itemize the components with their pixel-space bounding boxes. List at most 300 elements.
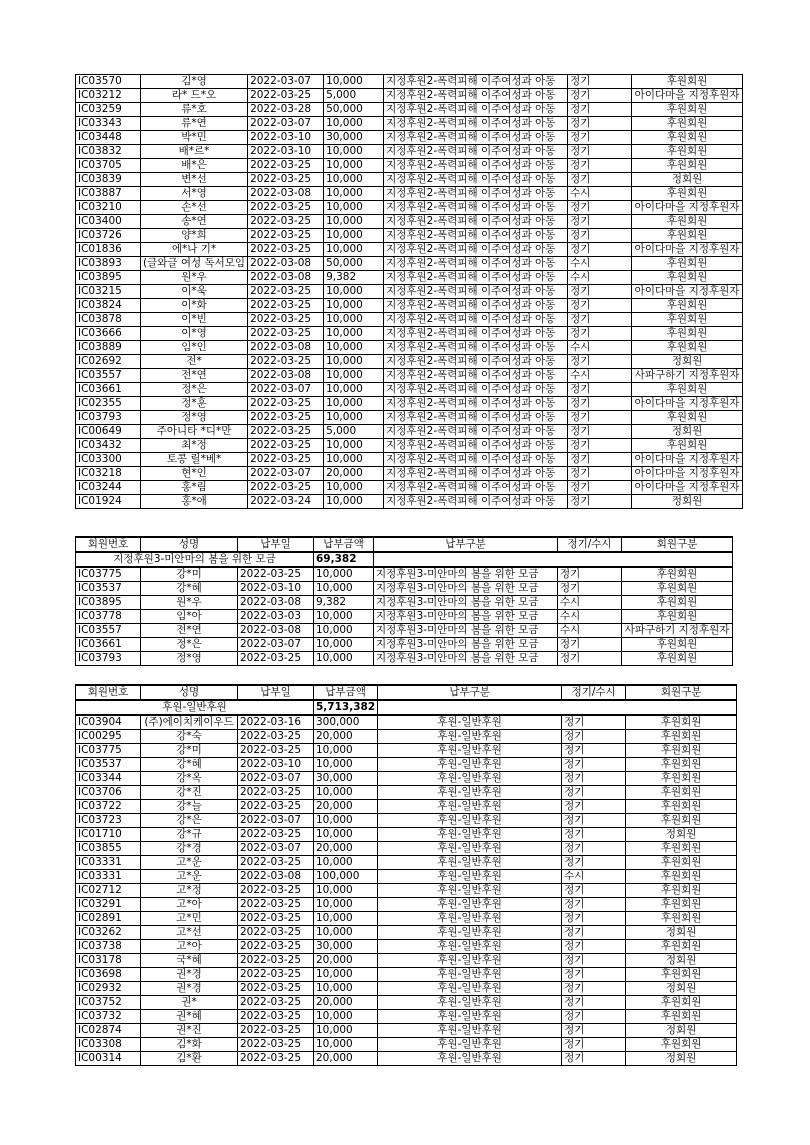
member-type-cell: 후원회원 xyxy=(626,884,737,898)
amount-cell: 300,000 xyxy=(314,715,378,730)
member-id-cell: IC01924 xyxy=(76,495,141,509)
name-cell: 류*연 xyxy=(141,117,248,131)
table-row xyxy=(76,715,737,730)
member-type-cell: 후원회원 xyxy=(626,856,737,870)
payment-type-cell: 지정후원2-폭력피해 이주여성과 아동 xyxy=(384,425,568,439)
frequency-cell: 정기 xyxy=(568,439,632,453)
member-id-cell: IC03839 xyxy=(76,173,141,187)
subtotal-label: 후원-일반후원 xyxy=(76,700,314,715)
table-row xyxy=(76,652,733,666)
member-id-cell: IC00314 xyxy=(76,1052,141,1066)
member-id-cell: IC03331 xyxy=(76,870,141,884)
table-row xyxy=(76,624,733,638)
payment-type-cell: 후원-일반후원 xyxy=(378,996,562,1010)
amount-cell: 10,000 xyxy=(314,884,378,898)
payment-type-cell: 지정후원3-미안마의 봄을 위한 모금 xyxy=(374,582,558,596)
column-header: 납부금액 xyxy=(314,685,378,700)
name-cell: 배*르* xyxy=(141,145,248,159)
amount-cell: 30,000 xyxy=(324,131,384,145)
amount-cell: 10,000 xyxy=(314,898,378,912)
table-row xyxy=(76,996,737,1010)
amount-cell: 10,000 xyxy=(314,652,374,666)
name-cell: 권*진 xyxy=(141,1024,238,1038)
table-row xyxy=(76,842,737,856)
payment-date-cell: 2022-03-10 xyxy=(248,131,324,145)
member-type-cell: 후원회원 xyxy=(626,758,737,772)
payment-date-cell: 2022-03-10 xyxy=(248,145,324,159)
name-cell: 이*영 xyxy=(141,327,248,341)
payment-date-cell: 2022-03-10 xyxy=(238,758,314,772)
member-id-cell: IC02932 xyxy=(76,982,141,996)
table-row xyxy=(76,898,737,912)
amount-cell: 10,000 xyxy=(324,327,384,341)
payment-type-cell: 후원-일반후원 xyxy=(378,744,562,758)
member-id-cell: IC03666 xyxy=(76,327,141,341)
frequency-cell: 정기 xyxy=(568,229,632,243)
member-id-cell: IC03570 xyxy=(76,75,141,89)
member-id-cell: IC03778 xyxy=(76,610,141,624)
frequency-cell: 수시 xyxy=(558,610,622,624)
name-cell: 강*규 xyxy=(141,828,238,842)
name-cell: 강*혜 xyxy=(141,582,238,596)
payment-type-cell: 후원-일반후원 xyxy=(378,1038,562,1052)
payment-type-cell: 지정후원2-폭력피해 이주여성과 아동 xyxy=(384,299,568,313)
name-cell: 현*인 xyxy=(141,467,248,481)
payment-type-cell: 지정후원2-폭력피해 이주여성과 아동 xyxy=(384,243,568,257)
amount-cell: 10,000 xyxy=(324,313,384,327)
frequency-cell: 정기 xyxy=(568,425,632,439)
member-type-cell: 정회원 xyxy=(626,982,737,996)
name-cell: 고*아 xyxy=(141,940,238,954)
payment-date-cell: 2022-03-25 xyxy=(248,411,324,425)
payment-date-cell: 2022-03-28 xyxy=(248,103,324,117)
frequency-cell: 정기 xyxy=(562,828,626,842)
member-type-cell: 후원회원 xyxy=(632,341,743,355)
table-row xyxy=(76,758,737,772)
payment-type-cell: 지정후원2-폭력피해 이주여성과 아동 xyxy=(384,145,568,159)
table-row xyxy=(76,285,743,299)
column-header: 납부구분 xyxy=(378,685,562,700)
payment-type-cell: 지정후원2-폭력피해 이주여성과 아동 xyxy=(384,313,568,327)
table-row xyxy=(76,103,743,117)
payment-date-cell: 2022-03-07 xyxy=(238,638,314,652)
member-type-cell: 후원회원 xyxy=(626,800,737,814)
table-row xyxy=(76,467,743,481)
frequency-cell: 정기 xyxy=(562,954,626,968)
amount-cell: 30,000 xyxy=(314,772,378,786)
name-cell: 이*욱 xyxy=(141,285,248,299)
amount-cell: 20,000 xyxy=(324,467,384,481)
table-row xyxy=(76,117,743,131)
payment-date-cell: 2022-03-25 xyxy=(238,800,314,814)
member-id-cell: IC02874 xyxy=(76,1024,141,1038)
member-type-cell: 후원회원 xyxy=(626,898,737,912)
frequency-cell: 정기 xyxy=(562,744,626,758)
frequency-cell: 정기 xyxy=(562,814,626,828)
amount-cell: 10,000 xyxy=(314,1038,378,1052)
member-type-cell: 아이다마을 지정후원자 xyxy=(632,243,743,257)
member-type-cell: 후원회원 xyxy=(632,411,743,425)
frequency-cell: 정기 xyxy=(568,355,632,369)
name-cell: 서*영 xyxy=(141,187,248,201)
table-row xyxy=(76,800,737,814)
payment-type-cell: 후원-일반후원 xyxy=(378,954,562,968)
member-type-cell: 후원회원 xyxy=(626,912,737,926)
amount-cell: 10,000 xyxy=(314,968,378,982)
member-id-cell: IC02712 xyxy=(76,884,141,898)
name-cell: 권* xyxy=(141,996,238,1010)
table-row xyxy=(76,243,743,257)
member-id-cell: IC03432 xyxy=(76,439,141,453)
member-type-cell: 후원회원 xyxy=(632,299,743,313)
name-cell: 라* 드*오 xyxy=(141,89,248,103)
member-type-cell: 후원회원 xyxy=(626,772,737,786)
member-type-cell: 후원회원 xyxy=(626,1038,737,1052)
payment-type-cell: 후원-일반후원 xyxy=(378,842,562,856)
payment-date-cell: 2022-03-25 xyxy=(238,730,314,744)
member-type-cell: 후원회원 xyxy=(632,313,743,327)
payment-type-cell: 지정후원3-미안마의 봄을 위한 모금 xyxy=(374,624,558,638)
payment-date-cell: 2022-03-07 xyxy=(248,75,324,89)
member-type-cell: 후원회원 xyxy=(632,229,743,243)
member-type-cell: 후원회원 xyxy=(626,786,737,800)
amount-cell: 10,000 xyxy=(314,786,378,800)
name-cell: 정*은 xyxy=(141,383,248,397)
frequency-cell: 정기 xyxy=(568,103,632,117)
payment-date-cell: 2022-03-25 xyxy=(248,425,324,439)
member-type-cell: 후원회원 xyxy=(626,814,737,828)
name-cell: 고*아 xyxy=(141,898,238,912)
name-cell: 강*진 xyxy=(141,786,238,800)
member-id-cell: IC03824 xyxy=(76,299,141,313)
frequency-cell: 정기 xyxy=(568,397,632,411)
amount-cell: 10,000 xyxy=(324,159,384,173)
frequency-cell: 정기 xyxy=(562,912,626,926)
amount-cell: 10,000 xyxy=(324,75,384,89)
payment-type-cell: 지정후원3-미안마의 봄을 위한 모금 xyxy=(374,638,558,652)
name-cell: 강*미 xyxy=(141,744,238,758)
table-row xyxy=(76,495,743,509)
table-row xyxy=(76,215,743,229)
payment-date-cell: 2022-03-07 xyxy=(248,467,324,481)
name-cell: 원*우 xyxy=(141,271,248,285)
payment-type-cell: 후원-일반후원 xyxy=(378,828,562,842)
frequency-cell: 정기 xyxy=(568,467,632,481)
table-row xyxy=(76,131,743,145)
frequency-cell: 정기 xyxy=(562,842,626,856)
member-type-cell: 후원회원 xyxy=(632,271,743,285)
subtotal-amount: 69,382 xyxy=(314,552,374,567)
payment-type-cell: 지정후원2-폭력피해 이주여성과 아동 xyxy=(384,453,568,467)
payment-date-cell: 2022-03-25 xyxy=(248,313,324,327)
table-row xyxy=(76,299,743,313)
amount-cell: 10,000 xyxy=(314,610,374,624)
subtotal-amount: 5,713,382 xyxy=(314,700,378,715)
frequency-cell: 정기 xyxy=(562,1038,626,1052)
member-id-cell: IC02692 xyxy=(76,355,141,369)
name-cell: 고*운 xyxy=(141,870,238,884)
table-row xyxy=(76,814,737,828)
name-cell: 정*영 xyxy=(141,411,248,425)
payment-date-cell: 2022-03-25 xyxy=(248,327,324,341)
amount-cell: 10,000 xyxy=(324,439,384,453)
frequency-cell: 정기 xyxy=(558,652,622,666)
amount-cell: 10,000 xyxy=(314,982,378,996)
table-row xyxy=(76,481,743,495)
frequency-cell: 정기 xyxy=(568,215,632,229)
payment-type-cell: 지정후원3-미안마의 봄을 위한 모금 xyxy=(374,596,558,610)
table-row xyxy=(76,1038,737,1052)
donation-table-section-2 xyxy=(75,536,733,666)
table-row xyxy=(76,159,743,173)
member-type-cell: 사파구하기 지정후원자 xyxy=(632,369,743,383)
payment-type-cell: 후원-일반후원 xyxy=(378,1024,562,1038)
table-row xyxy=(76,870,737,884)
amount-cell: 100,000 xyxy=(314,870,378,884)
member-id-cell: IC03705 xyxy=(76,159,141,173)
table-row xyxy=(76,884,737,898)
frequency-cell: 정기 xyxy=(562,715,626,730)
table-row xyxy=(76,187,743,201)
payment-type-cell: 지정후원2-폭력피해 이주여성과 아동 xyxy=(384,495,568,509)
payment-date-cell: 2022-03-25 xyxy=(238,652,314,666)
name-cell: 정*훈 xyxy=(141,397,248,411)
name-cell: 배*은 xyxy=(141,159,248,173)
subtotal-label: 지정후원3-미안마의 봄을 위한 모금 xyxy=(76,552,314,567)
payment-date-cell: 2022-03-25 xyxy=(248,173,324,187)
member-type-cell: 정회원 xyxy=(626,954,737,968)
frequency-cell: 정기 xyxy=(558,582,622,596)
member-type-cell: 후원회원 xyxy=(626,870,737,884)
amount-cell: 10,000 xyxy=(324,355,384,369)
member-id-cell: IC03215 xyxy=(76,285,141,299)
name-cell: 강*경 xyxy=(141,842,238,856)
name-cell: 이*화 xyxy=(141,299,248,313)
payment-type-cell: 지정후원2-폭력피해 이주여성과 아동 xyxy=(384,229,568,243)
member-id-cell: IC03895 xyxy=(76,596,141,610)
frequency-cell: 정기 xyxy=(562,1010,626,1024)
member-id-cell: IC00649 xyxy=(76,425,141,439)
amount-cell: 50,000 xyxy=(324,103,384,117)
payment-type-cell: 후원-일반후원 xyxy=(378,814,562,828)
name-cell: 김*환 xyxy=(141,1052,238,1066)
table-row xyxy=(76,75,743,89)
member-type-cell: 후원회원 xyxy=(622,610,733,624)
member-type-cell: 후원회원 xyxy=(622,652,733,666)
member-id-cell: IC03661 xyxy=(76,638,141,652)
member-type-cell: 아이다마을 지정후원자 xyxy=(632,89,743,103)
payment-type-cell: 지정후원2-폭력피해 이주여성과 아동 xyxy=(384,341,568,355)
frequency-cell: 정기 xyxy=(562,786,626,800)
member-id-cell: IC03331 xyxy=(76,856,141,870)
name-cell: 양*희 xyxy=(141,229,248,243)
amount-cell: 10,000 xyxy=(314,814,378,828)
frequency-cell: 정기 xyxy=(568,453,632,467)
amount-cell: 10,000 xyxy=(314,856,378,870)
member-id-cell: IC03904 xyxy=(76,715,141,730)
table-row xyxy=(76,954,737,968)
member-type-cell: 사파구하기 지정후원자 xyxy=(622,624,733,638)
table-row xyxy=(76,1010,737,1024)
table-row xyxy=(76,1052,737,1066)
column-header: 회원구분 xyxy=(622,537,733,552)
frequency-cell: 수시 xyxy=(568,187,632,201)
subtotal-blank xyxy=(378,700,737,715)
table-row xyxy=(76,912,737,926)
payment-date-cell: 2022-03-25 xyxy=(238,1024,314,1038)
name-cell: 권*경 xyxy=(141,968,238,982)
member-type-cell: 후원회원 xyxy=(626,842,737,856)
payment-type-cell: 후원-일반후원 xyxy=(378,982,562,996)
column-header: 정기/수시 xyxy=(558,537,622,552)
column-header: 회원번호 xyxy=(76,537,141,552)
frequency-cell: 수시 xyxy=(568,369,632,383)
payment-type-cell: 지정후원2-폭력피해 이주여성과 아동 xyxy=(384,257,568,271)
member-type-cell: 정회원 xyxy=(632,425,743,439)
column-header: 납부금액 xyxy=(314,537,374,552)
payment-type-cell: 지정후원2-폭력피해 이주여성과 아동 xyxy=(384,89,568,103)
frequency-cell: 정기 xyxy=(562,730,626,744)
amount-cell: 20,000 xyxy=(314,1052,378,1066)
amount-cell: 10,000 xyxy=(314,567,374,582)
payment-type-cell: 지정후원2-폭력피해 이주여성과 아동 xyxy=(384,103,568,117)
amount-cell: 20,000 xyxy=(314,842,378,856)
amount-cell: 10,000 xyxy=(324,201,384,215)
payment-date-cell: 2022-03-08 xyxy=(248,257,324,271)
member-type-cell: 후원회원 xyxy=(622,567,733,582)
name-cell: 손*선 xyxy=(141,201,248,215)
amount-cell: 50,000 xyxy=(324,257,384,271)
frequency-cell: 정기 xyxy=(562,772,626,786)
payment-date-cell: 2022-03-25 xyxy=(248,243,324,257)
amount-cell: 9,382 xyxy=(324,271,384,285)
table-row xyxy=(76,828,737,842)
amount-cell: 10,000 xyxy=(324,145,384,159)
table-row xyxy=(76,596,733,610)
member-type-cell: 후원회원 xyxy=(632,215,743,229)
name-cell: 송*연 xyxy=(141,215,248,229)
frequency-cell: 정기 xyxy=(568,285,632,299)
payment-date-cell: 2022-03-25 xyxy=(238,940,314,954)
column-header: 회원번호 xyxy=(76,685,141,700)
amount-cell: 5,000 xyxy=(324,425,384,439)
table-row xyxy=(76,397,743,411)
payment-date-cell: 2022-03-25 xyxy=(248,397,324,411)
frequency-cell: 수시 xyxy=(568,341,632,355)
payment-type-cell: 지정후원2-폭력피해 이주여성과 아동 xyxy=(384,467,568,481)
table-row xyxy=(76,173,743,187)
name-cell: 전*연 xyxy=(141,369,248,383)
amount-cell: 10,000 xyxy=(314,744,378,758)
name-cell: 전* xyxy=(141,355,248,369)
payment-date-cell: 2022-03-25 xyxy=(248,89,324,103)
payment-type-cell: 후원-일반후원 xyxy=(378,772,562,786)
table-row xyxy=(76,610,733,624)
payment-type-cell: 지정후원2-폭력피해 이주여성과 아동 xyxy=(384,327,568,341)
member-type-cell: 후원회원 xyxy=(626,996,737,1010)
payment-date-cell: 2022-03-25 xyxy=(238,1038,314,1052)
payment-date-cell: 2022-03-25 xyxy=(238,786,314,800)
name-cell: 전*연 xyxy=(141,624,238,638)
frequency-cell: 정기 xyxy=(568,145,632,159)
name-cell: 에*나 기* xyxy=(141,243,248,257)
member-id-cell: IC03889 xyxy=(76,341,141,355)
member-id-cell: IC03738 xyxy=(76,940,141,954)
payment-type-cell: 지정후원2-폭력피해 이주여성과 아동 xyxy=(384,117,568,131)
frequency-cell: 정기 xyxy=(562,982,626,996)
member-type-cell: 정회원 xyxy=(626,1052,737,1066)
member-type-cell: 후원회원 xyxy=(622,638,733,652)
payment-date-cell: 2022-03-07 xyxy=(238,772,314,786)
member-id-cell: IC03300 xyxy=(76,453,141,467)
member-id-cell: IC00295 xyxy=(76,730,141,744)
member-type-cell: 후원회원 xyxy=(622,582,733,596)
payment-date-cell: 2022-03-25 xyxy=(248,481,324,495)
payment-type-cell: 지정후원2-폭력피해 이주여성과 아동 xyxy=(384,271,568,285)
table-row xyxy=(76,772,737,786)
table-row xyxy=(76,567,733,582)
name-cell: 홍*애 xyxy=(141,495,248,509)
amount-cell: 10,000 xyxy=(324,495,384,509)
table-row xyxy=(76,786,737,800)
name-cell: 권*경 xyxy=(141,982,238,996)
payment-date-cell: 2022-03-25 xyxy=(248,299,324,313)
member-type-cell: 후원회원 xyxy=(632,145,743,159)
name-cell: 강*은 xyxy=(141,814,238,828)
payment-date-cell: 2022-03-25 xyxy=(248,355,324,369)
payment-date-cell: 2022-03-25 xyxy=(238,954,314,968)
name-cell: 원*우 xyxy=(141,596,238,610)
member-type-cell: 후원회원 xyxy=(632,159,743,173)
amount-cell: 9,382 xyxy=(314,596,374,610)
member-type-cell: 후원회원 xyxy=(632,257,743,271)
member-type-cell: 후원회원 xyxy=(632,187,743,201)
member-id-cell: IC03832 xyxy=(76,145,141,159)
amount-cell: 10,000 xyxy=(324,383,384,397)
member-type-cell: 후원회원 xyxy=(622,596,733,610)
amount-cell: 10,000 xyxy=(324,411,384,425)
amount-cell: 10,000 xyxy=(314,758,378,772)
payment-type-cell: 후원-일반후원 xyxy=(378,1010,562,1024)
member-id-cell: IC01836 xyxy=(76,243,141,257)
table-row xyxy=(76,271,743,285)
member-id-cell: IC03262 xyxy=(76,926,141,940)
column-header: 정기/수시 xyxy=(562,685,626,700)
frequency-cell: 정기 xyxy=(558,638,622,652)
payment-date-cell: 2022-03-24 xyxy=(248,495,324,509)
frequency-cell: 정기 xyxy=(562,758,626,772)
name-cell: 주아니타 *디*만 xyxy=(141,425,248,439)
member-id-cell: IC03775 xyxy=(76,744,141,758)
column-header: 회원구분 xyxy=(626,685,737,700)
member-type-cell: 후원회원 xyxy=(632,103,743,117)
payment-date-cell: 2022-03-08 xyxy=(248,187,324,201)
member-type-cell: 정회원 xyxy=(626,828,737,842)
frequency-cell: 정기 xyxy=(568,383,632,397)
payment-date-cell: 2022-03-25 xyxy=(238,996,314,1010)
member-type-cell: 후원회원 xyxy=(626,1010,737,1024)
name-cell: 홍*림 xyxy=(141,481,248,495)
frequency-cell: 수시 xyxy=(562,870,626,884)
member-id-cell: IC03178 xyxy=(76,954,141,968)
payment-date-cell: 2022-03-25 xyxy=(238,912,314,926)
member-id-cell: IC03344 xyxy=(76,772,141,786)
member-type-cell: 후원회원 xyxy=(632,117,743,131)
payment-type-cell: 후원-일반후원 xyxy=(378,870,562,884)
payment-type-cell: 지정후원2-폭력피해 이주여성과 아동 xyxy=(384,411,568,425)
frequency-cell: 정기 xyxy=(562,800,626,814)
payment-date-cell: 2022-03-25 xyxy=(238,856,314,870)
